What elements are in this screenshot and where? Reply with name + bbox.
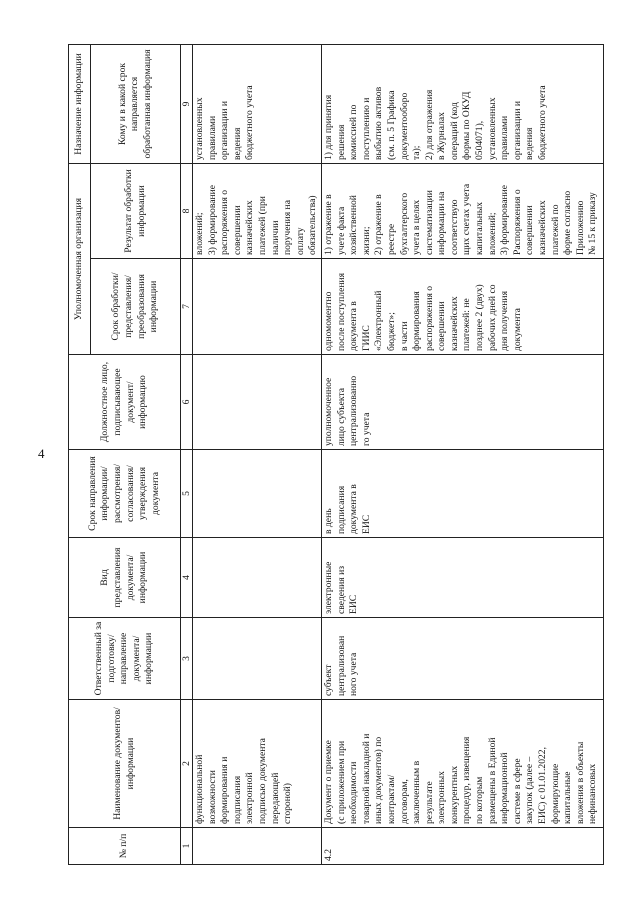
cell-form	[193, 538, 322, 618]
document-flow-table	[68, 44, 604, 865]
header-result: Результат обработки информации	[91, 164, 181, 259]
cell-doc-name: функциональной возможности формирования и подписания электронной подписью документа передающей стороной)	[193, 700, 322, 828]
cell-signer	[193, 355, 322, 450]
header-group-authorized: Уполномоченная организация	[69, 164, 91, 355]
cell-result: вложений; 3) формирование распоряжения о совершении казначейских платежей (при наличии поручения на оплату обязательства)	[193, 164, 322, 259]
col-number: 7	[181, 259, 193, 355]
header-number: № п/п	[69, 828, 181, 865]
header-deadline: Срок направления информации/ рассмотрения/ согласования/ утверждения документа	[69, 450, 181, 538]
col-number: 8	[181, 164, 193, 259]
cell-recipient: установленных правилами организации и ведения бюджетного учета	[193, 45, 322, 164]
header-group-recipient: Назначение информации	[69, 45, 91, 164]
cell-doc-name: Документ о приемке (с приложением при необходимости товарной накладной и иных документов) по контрактам/ договорам, заключенным в результате электронных конкурентных процедур, извещения по которым размещены в Единой информационной системе в сфере закупок (далее – ЕИС) с 01.01.2022, формирующие капитальные вложения в объекты нефинансовых	[321, 700, 603, 828]
col-number: 3	[181, 618, 193, 700]
col-number: 2	[181, 700, 193, 828]
col-number: 9	[181, 45, 193, 164]
header-signer: Должностное лицо, подписывающее документ/ информацию	[69, 355, 181, 450]
header-recipient: Кому и в какой срок направляется обработанная информация	[91, 45, 181, 164]
page-number: 4	[38, 446, 45, 461]
cell-result: 1) отражение в учете факта хозяйственной жизни; 2) отражение в реестре бухгалтерского учета в целях систематизации информации на соответствую щих счетах учета капитальных вложений; 3) формирование Распоряжения о совершении казначейских платежей по форме согласно Приложению № 15 к приказу	[321, 164, 603, 259]
cell-processing-term: одномоментно после поступления документа в ГИИС «Электронный бюджет»; в части формирования распоряжения о совершении казначейских платежей: не позднее 2 (двух) рабочих дней со дня получения документа	[321, 259, 603, 355]
cell-recipient: 1) для принятия решения комиссией по поступлению и выбытию активов (см. п. 5 Графика документооборо та); 2) для отражения в Журналах операций (код формы по ОКУД 0504071), установленных правилами организации и ведения бюджетного учета	[321, 45, 603, 164]
header-responsible: Ответственный за подготовку/ направление документа/ информации	[69, 618, 181, 700]
cell-deadline: в день подписания документа в ЕИС	[321, 450, 603, 538]
cell-processing-term	[193, 259, 322, 355]
col-number: 1	[181, 828, 193, 865]
cell-responsible: субъект централизован ного учета	[321, 618, 603, 700]
rotated-table-wrapper	[68, 45, 604, 865]
cell-deadline	[193, 450, 322, 538]
header-form: Вид представления документа/ информации	[69, 538, 181, 618]
header-processing-term: Срок обработки/ представления/ преобразования информации	[91, 259, 181, 355]
cell-number	[193, 828, 322, 865]
table-row	[193, 45, 322, 865]
col-number: 6	[181, 355, 193, 450]
header-doc-name: Наименование документов/ информации	[69, 700, 181, 828]
cell-signer: уполномоченное лицо субъекта централизованно го учета	[321, 355, 603, 450]
col-number: 5	[181, 450, 193, 538]
cell-responsible	[193, 618, 322, 700]
cell-form: электронные сведения из ЕИС	[321, 538, 603, 618]
cell-number: 4.2	[321, 828, 603, 865]
col-number: 4	[181, 538, 193, 618]
table-row	[321, 45, 603, 865]
